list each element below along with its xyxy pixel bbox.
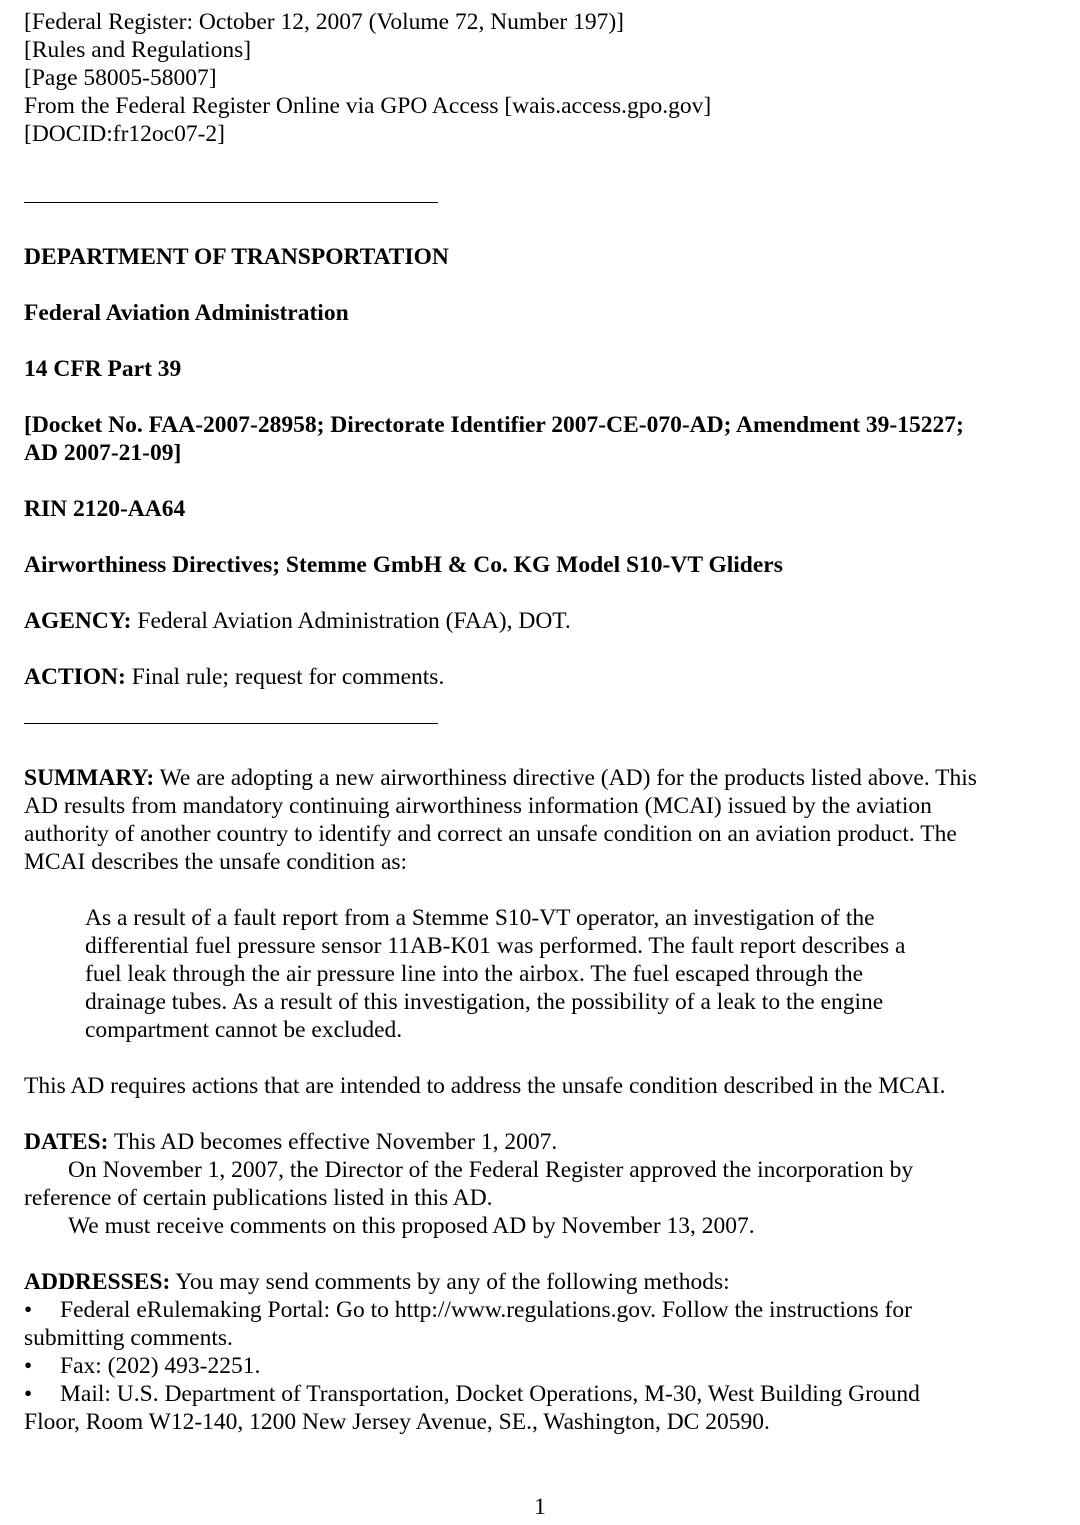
department-heading: DEPARTMENT OF TRANSPORTATION: [24, 244, 449, 270]
action-text: Final rule; request for comments.: [125, 664, 445, 690]
document-page: [24, 8, 1034, 1436]
dates-line: We must receive comments on this proposed AD by November 13, 2007.: [68, 1213, 755, 1239]
page-number: 1: [534, 1494, 546, 1520]
address-item-continuation: Floor, Room W12-140, 1200 New Jersey Avenue, SE., Washington, DC 20590.: [24, 1409, 770, 1435]
header-line: From the Federal Register Online via GPO Access [wais.access.gpo.gov]: [24, 93, 712, 119]
docket-line: [Docket No. FAA-2007-28958; Directorate Identifier 2007-CE-070-AD; Amendment 39-15227;: [24, 412, 964, 438]
dates-text: This AD becomes effective November 1, 2007.: [108, 1129, 558, 1155]
agency-text: Federal Aviation Administration (FAA), DOT.: [131, 608, 571, 634]
dates-line: reference of certain publications listed in this AD.: [24, 1185, 493, 1211]
summary-line: authority of another country to identify and correct an unsafe condition on an aviation product. The: [24, 821, 957, 847]
summary-line: [24, 764, 1034, 792]
summary-section: [24, 764, 1034, 876]
cfr-part-heading: 14 CFR Part 39: [24, 356, 182, 382]
addresses-label: ADDRESSES:: [24, 1269, 171, 1295]
docket-line: AD 2007-21-09]: [24, 440, 182, 466]
rin-heading: RIN 2120-AA64: [24, 496, 186, 522]
addresses-line: [24, 1268, 1034, 1296]
address-item: [24, 1296, 1034, 1324]
summary-line: AD results from mandatory continuing airworthiness information (MCAI) issued by the aviation: [24, 793, 932, 819]
action-section: [24, 663, 1034, 691]
addresses-section: [24, 1268, 1034, 1436]
mcai-quote: [85, 904, 1034, 1044]
address-item: [24, 1352, 1034, 1380]
register-header: [24, 8, 1034, 148]
agency-section: [24, 607, 1034, 635]
header-line: [Federal Register: October 12, 2007 (Volume 72, Number 197)]: [24, 9, 624, 35]
dates-line: [24, 1128, 1034, 1156]
document-title: Airworthiness Directives; Stemme GmbH & Co. KG Model S10-VT Gliders: [24, 552, 783, 578]
docket-heading: [24, 411, 1034, 467]
divider: [24, 202, 438, 203]
quote-line: drainage tubes. As a result of this investigation, the possibility of a leak to the engine: [85, 989, 884, 1015]
summary-text: We are adopting a new airworthiness directive (AD) for the products listed above. This: [154, 765, 977, 791]
dates-section: [24, 1128, 1034, 1240]
quote-line: fuel leak through the air pressure line into the airbox. The fuel escaped through the: [85, 961, 864, 987]
address-item-text: Mail: U.S. Department of Transportation, Docket Operations, M-30, West Building Ground: [60, 1381, 920, 1407]
header-line: [DOCID:fr12oc07-2]: [24, 121, 226, 147]
address-item-text: Fax: (202) 493-2251.: [60, 1353, 261, 1379]
divider: [24, 723, 438, 724]
header-line: [Rules and Regulations]: [24, 37, 252, 63]
dates-line: On November 1, 2007, the Director of the Federal Register approved the incorporation by: [68, 1157, 914, 1183]
agency-name-heading: Federal Aviation Administration: [24, 300, 349, 326]
address-item-continuation: submitting comments.: [24, 1325, 233, 1351]
bullet-icon: •: [24, 1297, 33, 1323]
quote-line: differential fuel pressure sensor 11AB-K01 was performed. The fault report describes a: [85, 933, 906, 959]
action-label: ACTION:: [24, 664, 126, 690]
summary-label: SUMMARY:: [24, 765, 155, 791]
address-item-text: Federal eRulemaking Portal: Go to http://www.regulations.gov. Follow the instructions for: [60, 1297, 912, 1323]
header-line: [Page 58005-58007]: [24, 65, 217, 91]
bullet-icon: •: [24, 1381, 33, 1407]
agency-label: AGENCY:: [24, 608, 132, 634]
summary-line: MCAI describes the unsafe condition as:: [24, 849, 408, 875]
bullet-icon: •: [24, 1353, 33, 1379]
address-item: [24, 1380, 1034, 1408]
quote-line: compartment cannot be excluded.: [85, 1017, 403, 1043]
quote-line: As a result of a fault report from a Stemme S10-VT operator, an investigation of the: [85, 905, 875, 931]
summary-closing: This AD requires actions that are intended to address the unsafe condition described in the MCAI.: [24, 1073, 946, 1099]
addresses-text: You may send comments by any of the following methods:: [170, 1269, 730, 1295]
dates-label: DATES:: [24, 1129, 109, 1155]
